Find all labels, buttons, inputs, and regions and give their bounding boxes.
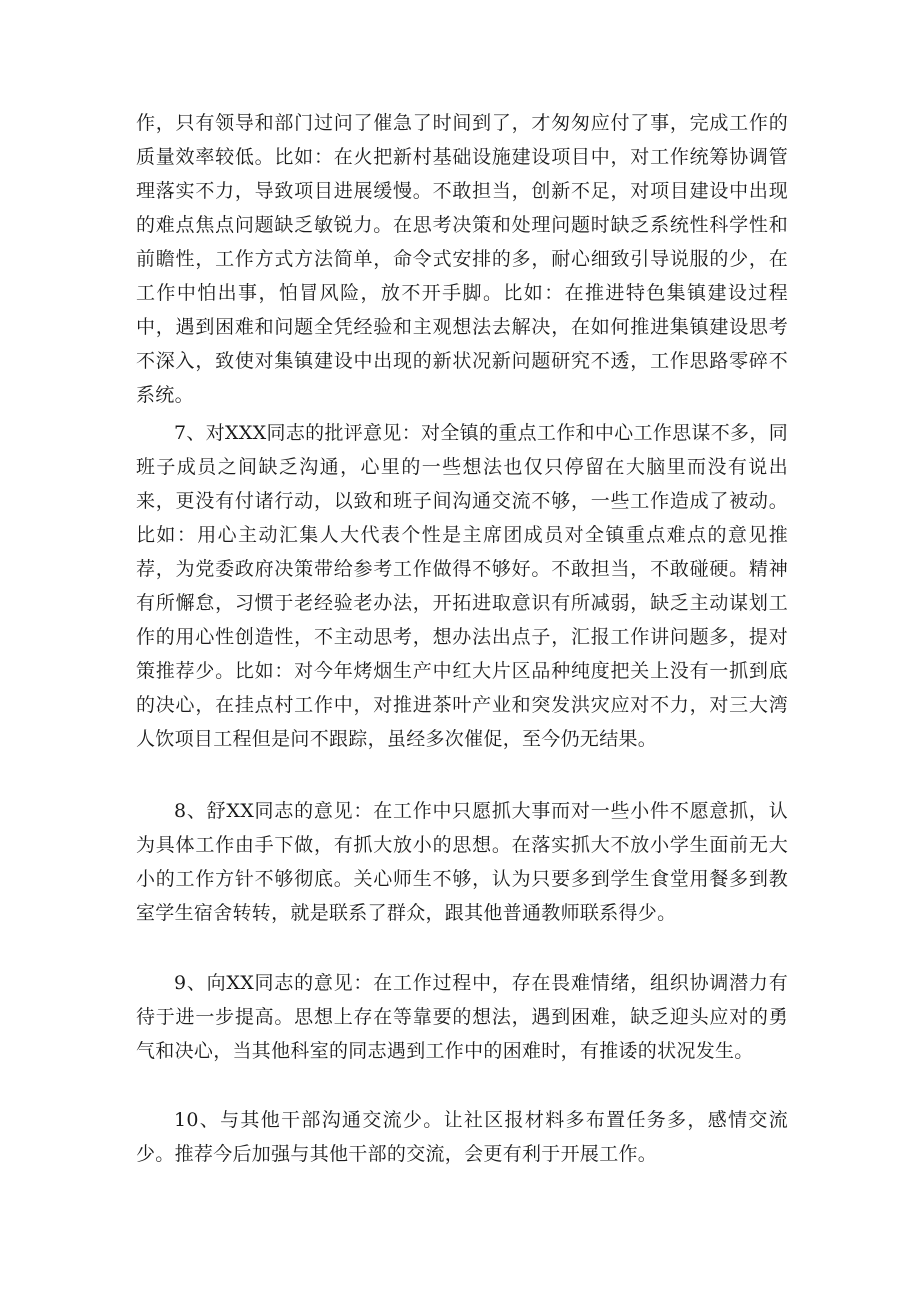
paragraph-item-8: 8、舒XX同志的意见：在工作中只愿抓大事而对一些小件不愿意抓，认为具体工作由手下做，有抓大放小的思想。在落实抓大不放小学生面前无大小的工作方针不够彻底。关心师生不够，认为只要多到学生食堂用餐多到教室学生宿舍转转，就是联系了群众，跟其他普通教师联系得少。 xyxy=(136,800,788,924)
paragraph-item-7: 7、对XXX同志的批评意见：对全镇的重点工作和中心工作思谋不多，同班子成员之间缺乏沟通，心里的一些想法也仅只停留在大脑里而没有说出来，更没有付诸行动，以致和班子间沟通交流不够，一些工作造成了被动。比如：用心主动汇集人大代表个性是主席团成员对全镇重点难点的意见推荐，为党委政府决策带给参考工作做得不够好。不敢担当，不敢碰硬。精神有所懈怠，习惯于老经验老办法，开拓进取意识有所减弱，缺乏主动谋划工作的用心性创造性，不主动思考，想办法出点子，汇报工作讲问题多，提对策推荐少。比如：对今年烤烟生产中红大片区品种纯度把关上没有一抓到底的决心，在挂点村工作中，对推进茶叶产业和突发洪灾应对不力，对三大湾人饮项目工程但是问不跟踪，虽经多次催促，至今仍无结果。 xyxy=(136,422,788,750)
paragraph-item-10: 10、与其他干部沟通交流少。让社区报材料多布置任务多，感情交流少。推荐今后加强与其他干部的交流，会更有利于开展工作。 xyxy=(136,1109,788,1165)
paragraph-item-9: 9、向XX同志的意见：在工作过程中，存在畏难情绪，组织协调潜力有待于进一步提高。思想上存在等靠要的想法，遇到困难，缺乏迎头应对的勇气和决心，当其他科室的同志遇到工作中的困难时，有推诿的状况发生。 xyxy=(136,972,788,1062)
paragraph-continued: 作，只有领导和部门过问了催急了时间到了，才匆匆应付了事，完成工作的质量效率较低。比如：在火把新村基础设施建设项目中，对工作统筹协调管理落实不力，导致项目进展缓慢。不敢担当，创新不足，对项目建设中出现的难点焦点问题缺乏敏锐力。在思考决策和处理问题时缺乏系统性科学性和前瞻性，工作方式方法简单，命令式安排的多，耐心细致引导说服的少，在工作中怕出事，怕冒风险，放不开手脚。比如：在推进特色集镇建设过程中，遇到困难和问题全凭经验和主观想法去解决，在如何推进集镇建设思考不深入，致使对集镇建设中出现的新状况新问题研究不透，工作思路零碎不系统。 xyxy=(136,112,788,406)
